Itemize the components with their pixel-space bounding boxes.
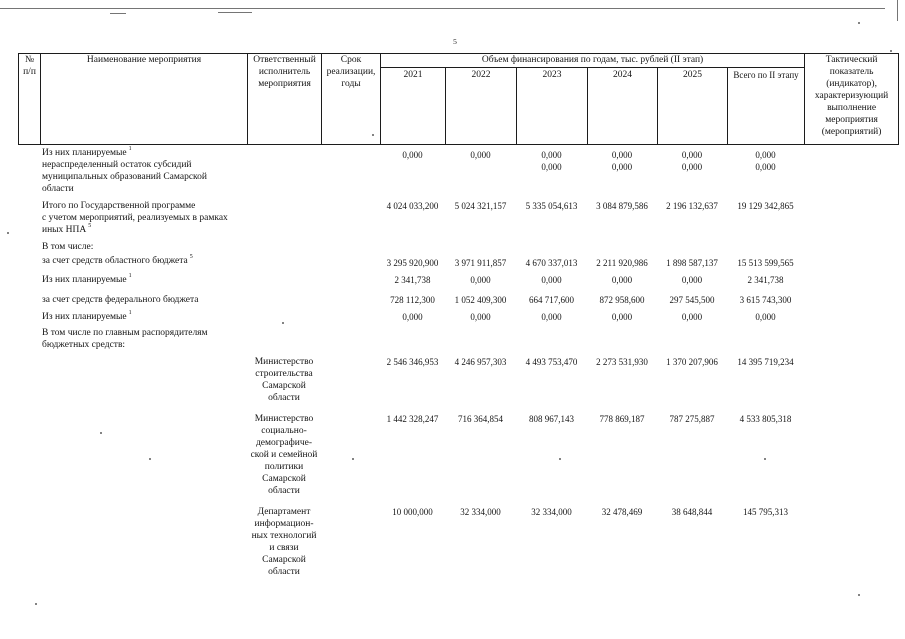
row-executor <box>247 506 321 578</box>
value-line: 0,000 <box>681 150 703 160</box>
footnote-mark: 5 <box>88 222 92 229</box>
value-2022: 32 334,000 <box>460 507 501 517</box>
header-line: (мероприятий) <box>821 127 882 137</box>
value-total: 145 795,313 <box>743 507 788 517</box>
value-2021: 4 024 033,200 <box>386 201 439 211</box>
header-year-2021 <box>381 68 446 145</box>
value-2021: 3 295 920,900 <box>386 258 439 268</box>
value-2024: 3 084 879,586 <box>596 201 648 211</box>
header-line: Срок <box>340 55 362 65</box>
value-2023: 664 717,600 <box>529 295 574 305</box>
footnote-mark: 1 <box>128 145 132 152</box>
table-row-including <box>18 241 898 253</box>
label-line: муниципальных образований Самарской <box>42 172 207 182</box>
label-line: области <box>42 184 74 194</box>
executor-line: Самарской <box>262 381 306 391</box>
scan-speck <box>890 50 892 52</box>
value-2024: 32 478,469 <box>601 507 643 517</box>
value-line: 0,000 <box>681 162 703 172</box>
label-line: бюджетных средств: <box>42 340 126 350</box>
value-2021: 0,000 <box>402 312 423 322</box>
table-row-program-total <box>18 200 898 236</box>
scan-speck <box>7 232 9 234</box>
executor-line: ской и семейной <box>250 450 318 460</box>
value-total <box>727 147 804 195</box>
value-2021: 728 112,300 <box>390 295 435 305</box>
executor-line: социально- <box>261 426 307 436</box>
header-line: характеризующий <box>814 91 889 101</box>
label-line: Из них планируемые <box>42 275 127 285</box>
value-2021 <box>380 147 445 195</box>
value-2023: 4 493 753,470 <box>525 357 578 367</box>
table-row-regional-budget <box>18 255 898 269</box>
header-line: Наименование мероприятия <box>86 55 202 65</box>
header-number <box>19 54 41 145</box>
header-line: показатель <box>829 67 874 77</box>
header-line: (индикатор), <box>826 79 877 89</box>
executor-line: и связи <box>269 543 299 553</box>
executor-line: Самарской <box>262 474 306 484</box>
value-2023 <box>516 147 587 195</box>
value-2021: 2 546 346,953 <box>386 357 439 367</box>
value-2023: 4 670 337,013 <box>525 258 578 268</box>
header-line: № <box>24 55 35 65</box>
value-2025: 1 898 587,137 <box>666 258 718 268</box>
value-total: 0,000 <box>755 312 776 322</box>
header-line: исполнитель <box>258 67 311 77</box>
value-2022: 0,000 <box>470 275 491 285</box>
header-line: Всего по II этапу <box>733 70 799 80</box>
header-funding <box>381 54 805 68</box>
header-line: выполнение <box>827 103 877 113</box>
table-row-federal-budget <box>18 294 898 306</box>
label-line: В том числе: <box>42 242 94 252</box>
scan-edge-line <box>0 8 885 9</box>
value-line: 0,000 <box>611 150 633 160</box>
executor-line: области <box>268 393 300 403</box>
value-2024: 2 273 531,930 <box>596 357 648 367</box>
label-line: за счет средств областного бюджета <box>42 256 188 266</box>
table-row-planned-federal <box>18 311 898 323</box>
row-label <box>40 294 247 306</box>
label-line: за счет средств федерального бюджета <box>42 295 199 305</box>
executor-line: строительства <box>255 369 313 379</box>
value-2022: 716 364,854 <box>458 414 503 424</box>
value-2025 <box>657 147 727 195</box>
table-header <box>18 53 899 145</box>
executor-line: области <box>268 567 300 577</box>
executor-line: политики <box>264 462 304 472</box>
row-label <box>40 327 247 351</box>
executor-line: Министерство <box>254 357 314 367</box>
header-line: 2021 <box>403 70 423 80</box>
label-line: иных НПА <box>42 225 87 235</box>
table-row-planned-regional <box>18 274 898 286</box>
value-2023: 5 335 054,613 <box>525 201 578 211</box>
header-line: 2023 <box>542 70 562 80</box>
header-year-2025 <box>658 68 728 145</box>
value-2023: 0,000 <box>541 312 562 322</box>
header-indicator <box>805 54 899 145</box>
row-label <box>40 200 247 236</box>
value-total: 14 395 719,234 <box>737 357 794 367</box>
table-row-by-managers <box>18 327 898 351</box>
header-line: мероприятия <box>258 79 311 89</box>
row-executor <box>247 356 321 404</box>
label-line: Из них планируемые <box>42 312 127 322</box>
footnote-mark: 1 <box>128 309 132 316</box>
value-line: 0,000 <box>541 150 562 160</box>
page-number: 5 <box>453 37 457 46</box>
label-line: с учетом мероприятий, реализуемых в рамках <box>42 213 228 223</box>
value-2022 <box>445 147 516 195</box>
value-2022: 5 024 321,157 <box>454 201 507 211</box>
scan-edge-dash <box>218 12 252 13</box>
value-total: 4 533 805,318 <box>739 414 792 424</box>
value-line: 0,000 <box>470 150 491 160</box>
value-2024: 0,000 <box>611 312 633 322</box>
value-total: 19 129 342,865 <box>737 201 794 211</box>
row-label <box>40 241 247 253</box>
scan-edge-vertical <box>897 0 898 21</box>
scan-speck <box>858 22 860 24</box>
label-line: нераспределенный остаток субсидий <box>42 160 192 170</box>
value-line: 0,000 <box>402 150 423 160</box>
header-line: Объем финансирования по годам, тыс. рублей (II этап) <box>481 55 704 65</box>
label-line: В том числе по главным распорядителям <box>42 328 208 338</box>
header-line: 2025 <box>683 70 702 80</box>
header-year-2022 <box>446 68 517 145</box>
row-executor <box>247 413 321 497</box>
value-2022: 4 246 957,303 <box>454 357 507 367</box>
value-total: 2 341,738 <box>747 275 784 285</box>
header-executor <box>248 54 322 145</box>
executor-line: демографиче- <box>255 438 313 448</box>
table-row-planned-unallocated <box>18 147 898 195</box>
header-year-2023 <box>517 68 588 145</box>
value-line: 0,000 <box>755 162 776 172</box>
table-row-ministry-construction <box>18 356 898 404</box>
header-line: реализации, <box>326 67 376 77</box>
value-line: 0,000 <box>755 150 776 160</box>
executor-line: области <box>268 486 300 496</box>
value-2025: 787 275,887 <box>669 414 715 424</box>
executor-line: Самарской <box>262 555 306 565</box>
value-2024: 2 211 920,986 <box>596 258 648 268</box>
value-2023: 0,000 <box>541 275 562 285</box>
label-line: Итого по Государственной программе <box>42 201 196 211</box>
executor-line: информацион- <box>254 519 314 529</box>
header-line: 2022 <box>471 70 491 80</box>
table-row-ministry-social <box>18 413 898 497</box>
value-2025: 0,000 <box>681 312 703 322</box>
executor-line: Департамент <box>257 507 311 517</box>
header-line: мероприятия <box>825 115 878 125</box>
scan-speck <box>858 594 860 596</box>
row-label <box>40 274 247 286</box>
table-row-it-department <box>18 506 898 578</box>
value-2024: 0,000 <box>611 275 633 285</box>
value-2025: 1 370 207,906 <box>666 357 718 367</box>
value-2022: 0,000 <box>470 312 491 322</box>
header-total <box>728 68 805 145</box>
header-line: п/п <box>23 67 36 77</box>
executor-line: ных технологий <box>251 531 317 541</box>
value-2024 <box>587 147 657 195</box>
value-line: 0,000 <box>541 162 562 172</box>
header-line: 2024 <box>613 70 632 80</box>
value-2023: 32 334,000 <box>531 507 572 517</box>
row-label <box>40 311 247 323</box>
label-line: Из них планируемые <box>42 148 127 158</box>
value-2022: 1 052 409,300 <box>454 295 507 305</box>
row-label <box>40 147 247 195</box>
value-2024: 778 869,187 <box>599 414 645 424</box>
value-2023: 808 967,143 <box>529 414 574 424</box>
header-term <box>322 54 381 145</box>
executor-line: Министерство <box>254 414 314 424</box>
row-label <box>40 255 247 269</box>
value-total: 3 615 743,300 <box>739 295 792 305</box>
header-line: Тактический <box>825 55 878 65</box>
header-line: годы <box>341 79 361 89</box>
value-2021: 1 442 328,247 <box>386 414 439 424</box>
value-total: 15 513 599,565 <box>737 258 794 268</box>
value-2025: 2 196 132,637 <box>666 201 718 211</box>
header-line: Ответственный <box>253 55 316 65</box>
value-2021: 10 000,000 <box>392 507 433 517</box>
scan-speck <box>35 603 37 605</box>
value-line: 0,000 <box>611 162 633 172</box>
value-2021: 2 341,738 <box>394 275 431 285</box>
header-name <box>41 54 248 145</box>
scan-edge-dash <box>110 13 126 14</box>
value-2025: 0,000 <box>681 275 703 285</box>
value-2024: 872 958,600 <box>599 295 645 305</box>
value-2025: 38 648,844 <box>671 507 713 517</box>
footnote-mark: 1 <box>128 272 132 279</box>
value-2022: 3 971 911,857 <box>454 258 507 268</box>
footnote-mark: 5 <box>189 253 193 260</box>
header-year-2024 <box>588 68 658 145</box>
value-2025: 297 545,500 <box>669 295 715 305</box>
